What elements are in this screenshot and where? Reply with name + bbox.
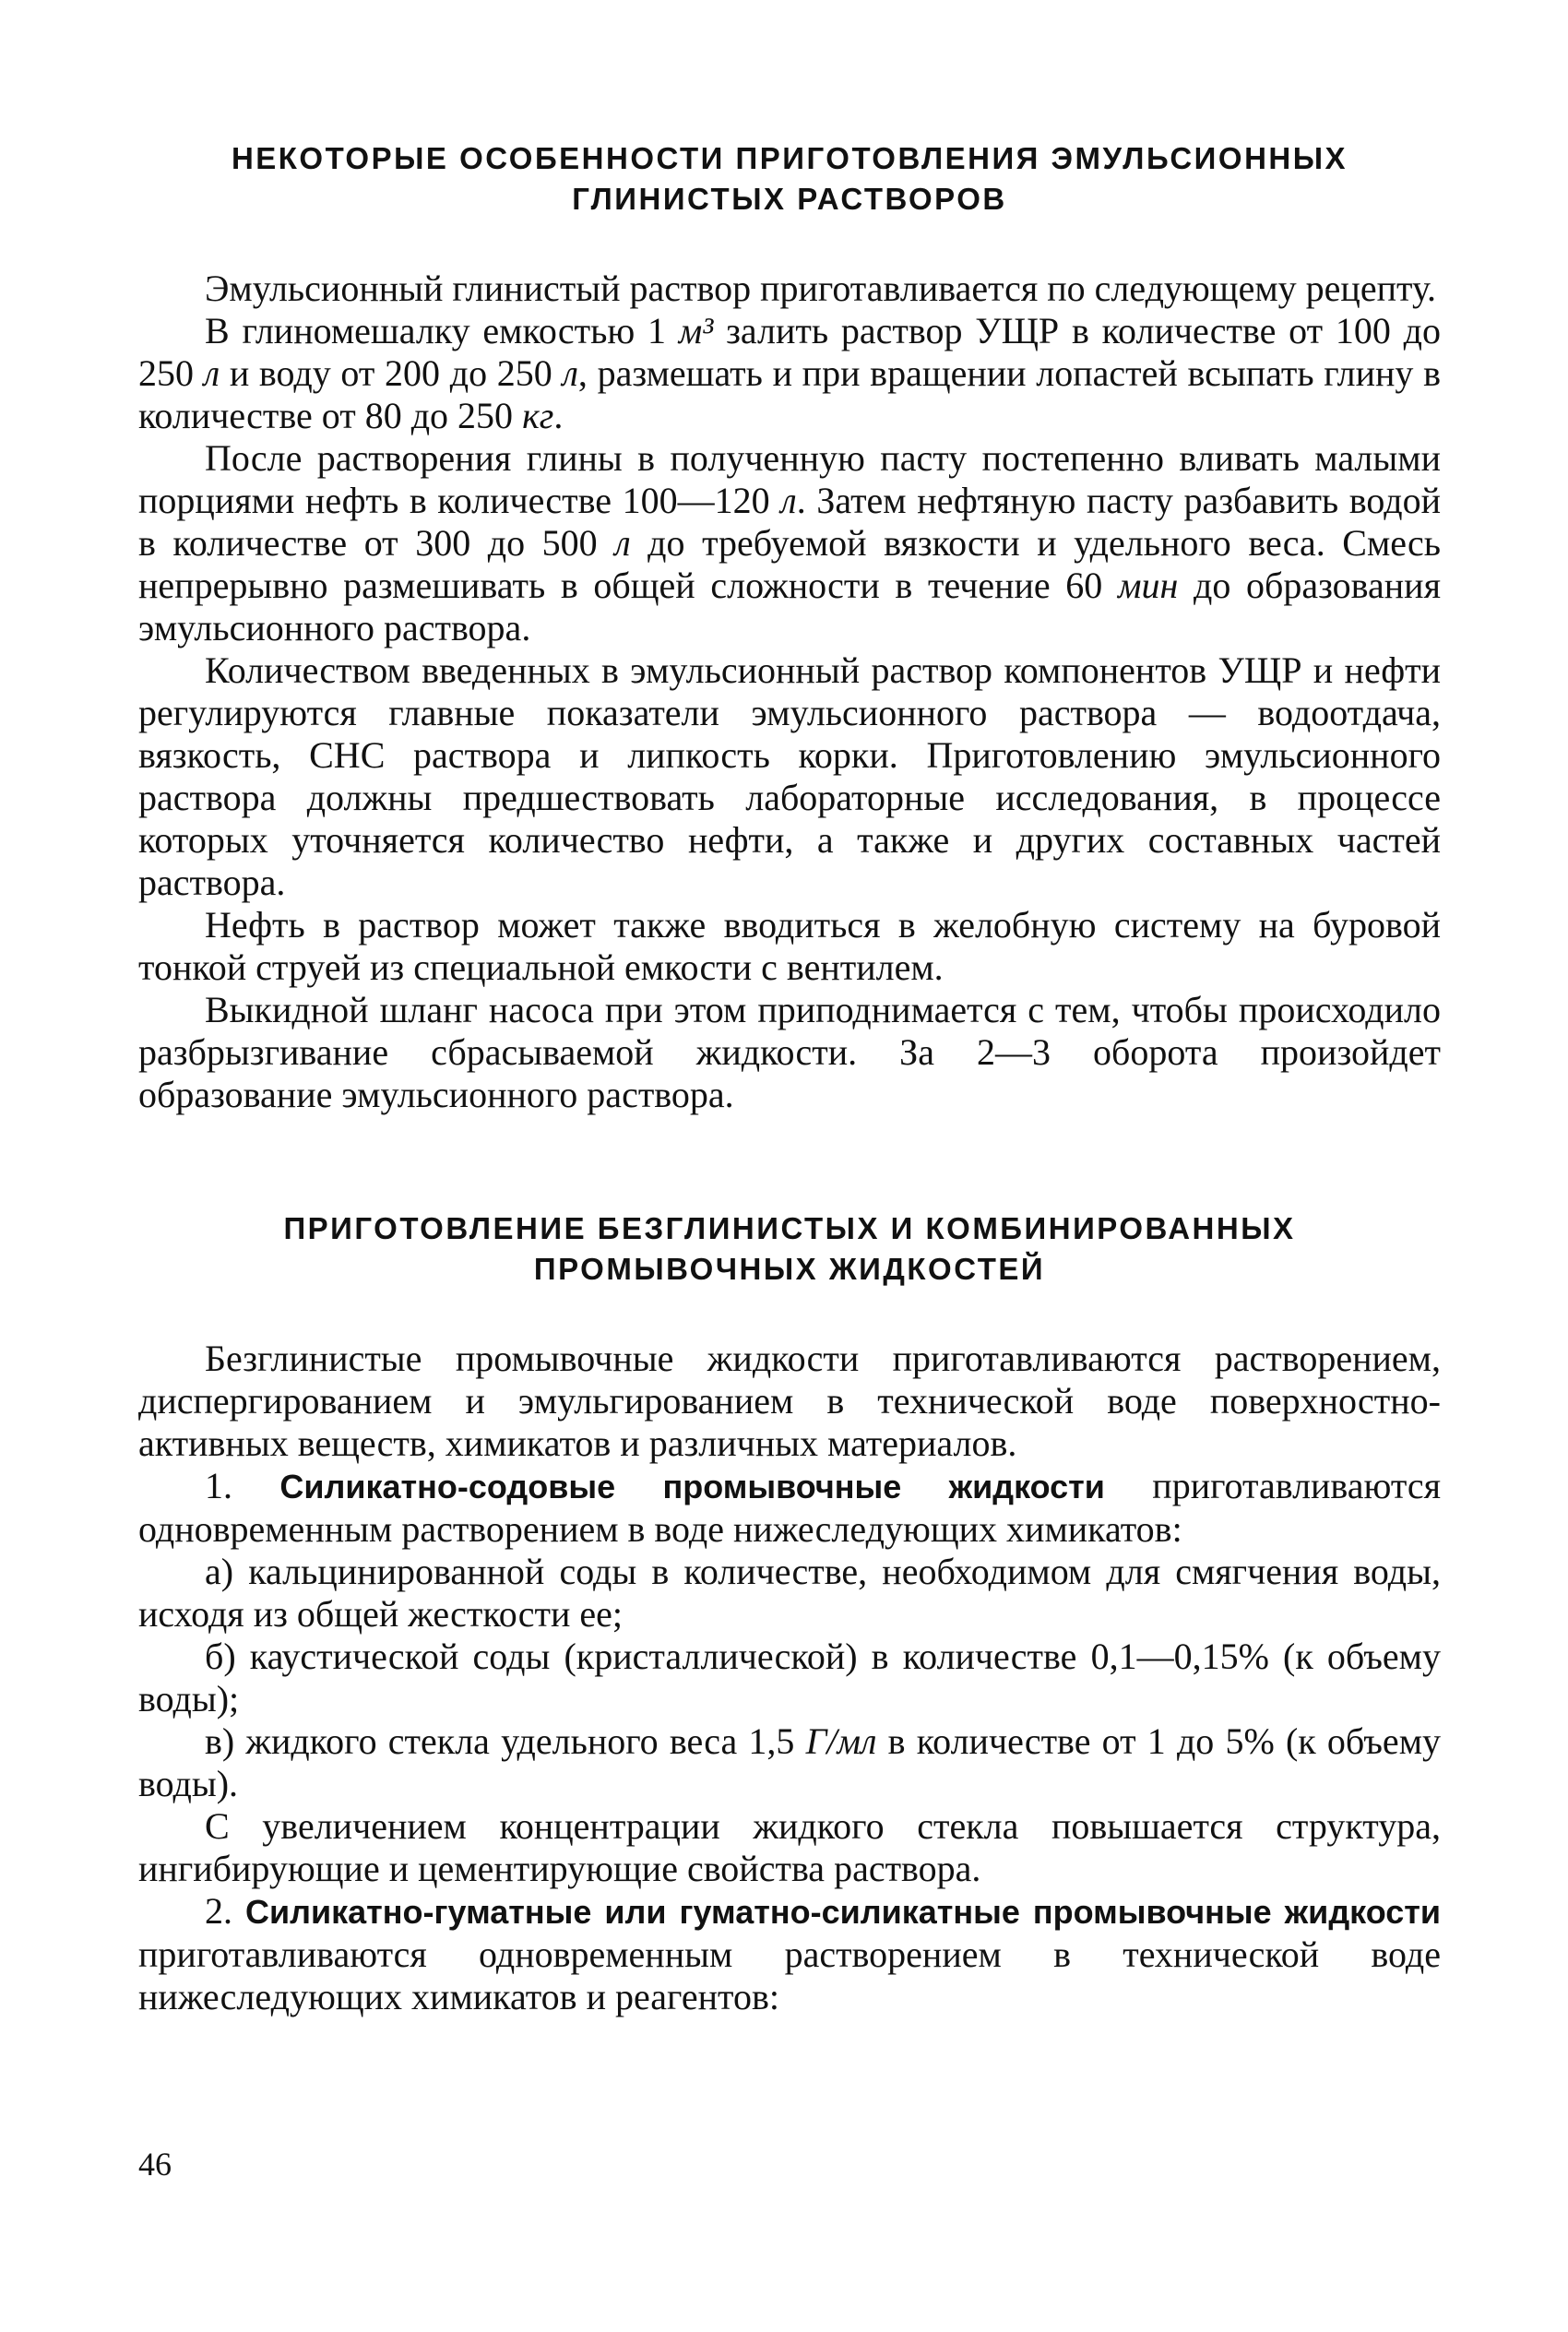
paragraph: Нефть в раствор может также вводиться в желобную систему на буровой тонкой струей из специальной емкости с вентилем. [138,904,1441,988]
paragraph [138,1465,1441,1551]
text-run: в количестве от 1 до 5% (к объему воды). [138,1720,1442,1804]
unit: л [614,522,631,564]
list-item [138,1720,1441,1805]
text-run: приготавливаются одновременным растворением в технической воде нижеследующих химикатов и реагентов: [138,1933,1441,2017]
list-item: а) кальцинированной соды в количестве, необходимом для смягчения воды, исходя из общей жесткости ее; [138,1551,1441,1635]
heading-line: ПРИГОТОВЛЕНИЕ БЕЗГЛИНИСТЫХ И КОМБИНИРОВАННЫХ [283,1211,1296,1245]
item-number: 1. [205,1465,280,1506]
text-run: . [553,395,564,436]
unit: мин [1117,565,1179,606]
unit: кг [522,395,554,436]
item-number: 2. [205,1890,245,1932]
paragraph: Эмульсионный глинистый раствор приготавливается по следующему рецепту. [205,268,1436,309]
text-run: , размешать и при вращении лопастей всыпать глину в количестве от 80 до 250 [138,352,1442,436]
text-run: приготавливаются одновременным растворением в воде нижеследующих химикатов: [138,1465,1442,1550]
bold-term: Силикатно-гуматные или гуматно-силикатные промывочные жидкости [245,1893,1442,1931]
page-content [138,138,1441,2018]
paragraph [138,437,1441,649]
text-run: до требуемой вязкости и удельного веса. Смесь непрерывно размешивать в общей сложности в течение 60 [138,522,1442,606]
unit: л [562,352,578,394]
text-run: до образования эмульсионного раствора. [138,565,1441,648]
section-heading-emulsion [138,138,1441,220]
text-run: и воду от 200 до 250 [220,352,563,394]
section-heading-clayless [138,1208,1441,1290]
paragraph: Выкидной шланг насоса при этом приподнимается с тем, чтобы происходило разбрызгивание сбрасываемой жидкости. За 2—3 оборота произойдет образование эмульсионного раствора. [138,989,1441,1115]
text-run: залить раствор УЩР в количестве от 100 до 250 [138,310,1441,394]
heading-line: ГЛИНИСТЫХ РАСТВОРОВ [572,182,1007,216]
text-run: В глиномешалку емкостью 1 [205,310,679,351]
unit: л [203,352,220,394]
paragraph [138,1890,1441,2018]
unit: л [780,480,797,521]
text-run: в) жидкого стекла удельного веса 1,5 [205,1720,806,1762]
heading-line: НЕКОТОРЫЕ ОСОБЕННОСТИ ПРИГОТОВЛЕНИЯ ЭМУЛЬСИОННЫХ [231,141,1348,175]
text-run: После растворения глины в полученную пасту постепенно вливать малыми порциями нефть в количестве 100—120 [138,437,1441,521]
list-item: б) каустической соды (кристаллической) в количестве 0,1—0,15% (к объему воды); [138,1636,1441,1719]
unit: Г/мл [805,1720,877,1762]
paragraph [138,310,1441,437]
page-number: 46 [138,2146,172,2183]
paragraph: Количеством введенных в эмульсионный раствор компонентов УЩР и нефти регулируются главные показатели эмульсионного раствора — водоотдача, вязкость, СНС раствора и липкость корки. Приготовлению эмульсионного раствора должны предшествовать лабораторные исследования, в процессе которых уточняется количество нефти, а также и других составных частей раствора. [138,649,1441,903]
bold-term: Силикатно-содовые промывочные жидкости [279,1468,1105,1505]
paragraph: Безглинистые промывочные жидкости приготавливаются растворением, диспергированием и эмульгированием в технической воде поверхностно-активных веществ, химикатов и различных материалов. [138,1338,1441,1464]
unit: м³ [678,310,714,351]
text-run: . Затем нефтяную пасту разбавить водой в количестве от 300 до 500 [138,480,1441,564]
paragraph: С увеличением концентрации жидкого стекла повышается структура, ингибирующие и цементирующие свойства раствора. [138,1805,1441,1889]
heading-line: ПРОМЫВОЧНЫХ ЖИДКОСТЕЙ [533,1252,1046,1286]
